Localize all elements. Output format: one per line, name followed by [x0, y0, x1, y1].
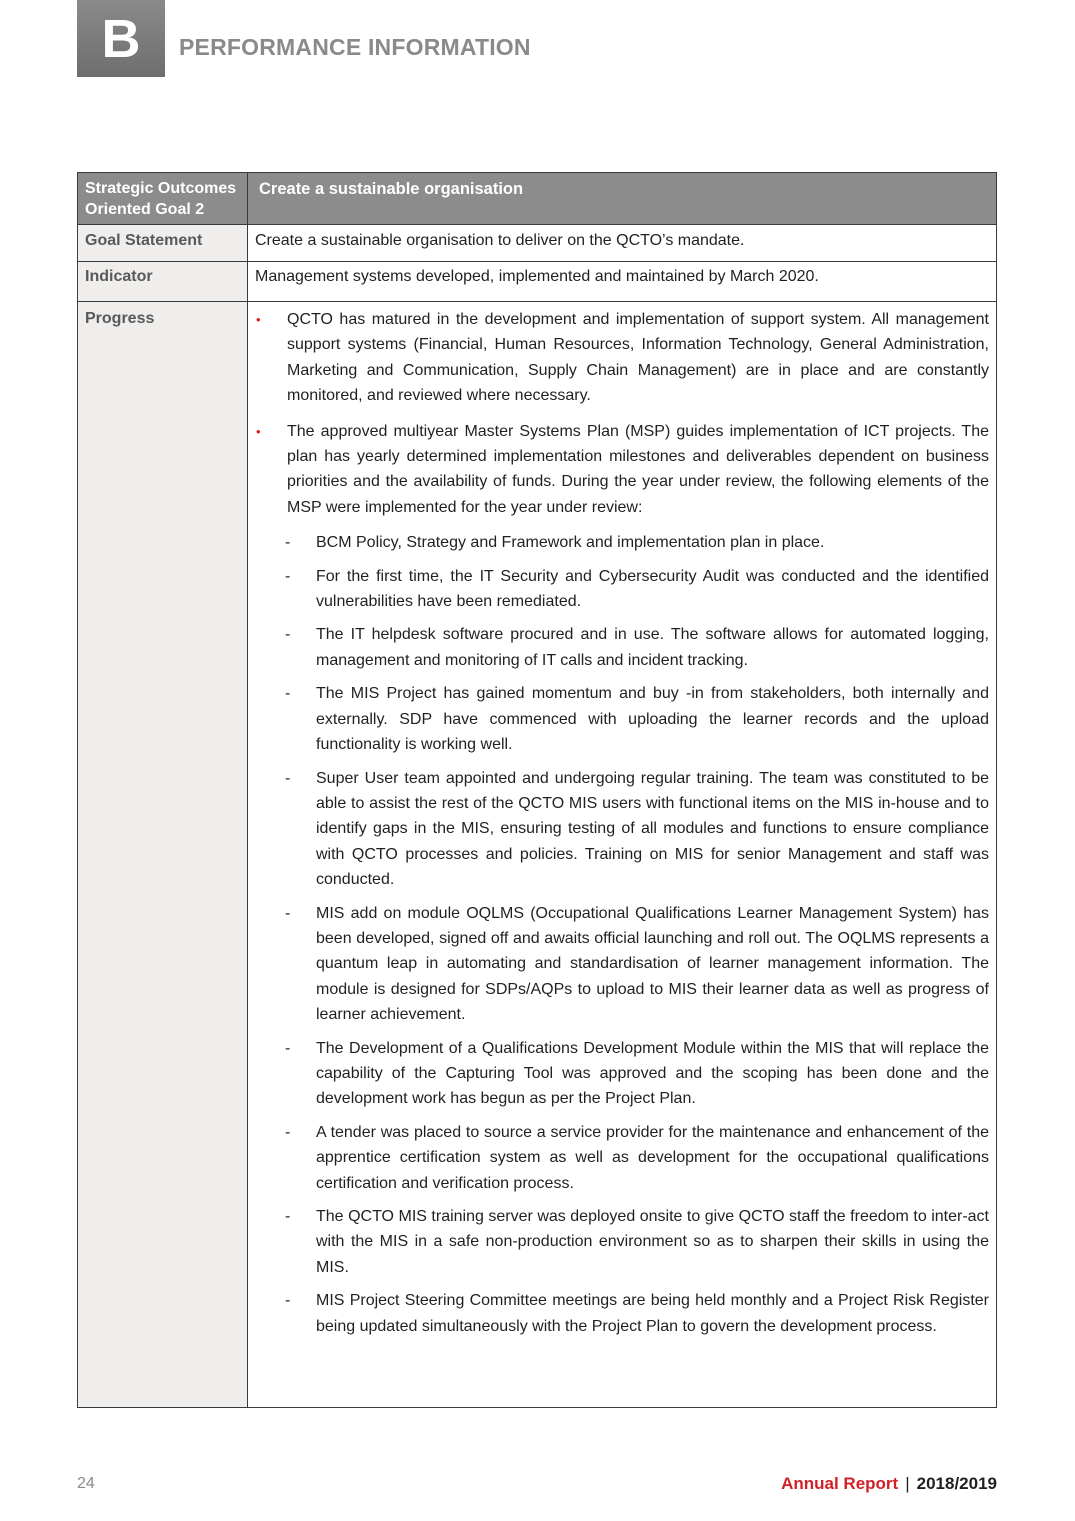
indicator-value: Management systems developed, implemented and maintained by March 2020.	[248, 262, 997, 302]
section-title: PERFORMANCE INFORMATION	[179, 34, 531, 60]
progress-sub-item: - A tender was placed to source a service provider for the maintenance and enhancement of the apprentice certification system as well as development for the occupational qualifications certification and verification process.	[255, 1120, 989, 1196]
footer-report-label	[781, 1474, 997, 1494]
progress-sub-item: - MIS Project Steering Committee meetings are being held monthly and a Project Risk Register being updated simultaneously with the Project Plan to govern the development process.	[255, 1288, 989, 1339]
goal-statement-row	[78, 225, 997, 262]
header-label: Strategic Outcomes Oriented Goal 2	[78, 173, 248, 225]
goal-table	[77, 172, 997, 1408]
progress-sub-item: - For the first time, the IT Security and Cybersecurity Audit was conducted and the identified vulnerabilities have been remediated.	[255, 564, 989, 615]
indicator-row	[78, 262, 997, 302]
indicator-label: Indicator	[78, 262, 248, 302]
goal-statement-label: Goal Statement	[78, 225, 248, 262]
progress-bullet: • The approved multiyear Master Systems Plan (MSP) guides implementation of ICT projects. The plan has yearly determined implementation milestones and deliverables dependent on business priorities and the availability of funds. During the year under review, the following elements of the MSP were implemented for the year under review:	[255, 419, 989, 521]
annual-report-text: Annual Report	[781, 1474, 899, 1493]
report-year: 2018/2019	[916, 1474, 997, 1493]
progress-sub-item: - BCM Policy, Strategy and Framework and implementation plan in place.	[255, 530, 989, 555]
progress-label: Progress	[78, 302, 248, 1408]
progress-content	[248, 302, 997, 1408]
footer-separator: |	[905, 1474, 910, 1493]
progress-sub-item: - The IT helpdesk software procured and in use. The software allows for automated logging, management and monitoring of IT calls and incident tracking.	[255, 622, 989, 673]
table-header-row	[78, 173, 997, 225]
section-letter-badge: B	[77, 0, 165, 77]
progress-bullet: • QCTO has matured in the development and implementation of support system. All management support systems (Financial, Human Resources, Information Technology, General Administration, Marketing and Communication, Supply Chain Management) are in place and are constantly monitored, and reviewed where necessary.	[255, 307, 989, 409]
page-number: 24	[77, 1475, 95, 1492]
progress-sub-item: - MIS add on module OQLMS (Occupational Qualifications Learner Management System) has been developed, signed off and awaits official launching and roll out. The OQLMS represents a quantum leap in automating and standardisation of learner management information. The module is designed for SDPs/AQPs to upload to MIS their learner data as well as progress of learner achievement.	[255, 901, 989, 1028]
progress-row	[78, 302, 997, 1408]
header-value: Create a sustainable organisation	[248, 173, 997, 225]
progress-sub-item: - The MIS Project has gained momentum and buy -in from stakeholders, both internally and externally. SDP have commenced with uploading the learner records and the upload functionality is working well.	[255, 681, 989, 757]
progress-sub-item: - The Development of a Qualifications Development Module within the MIS that will replace the capability of the Capturing Tool was approved and the scoping has been done and the development work has begun as per the Project Plan.	[255, 1036, 989, 1112]
progress-sub-item: - The QCTO MIS training server was deployed onsite to give QCTO staff the freedom to inter-act with the MIS in a safe non-production environment so as to sharpen their skills in using the MIS.	[255, 1204, 989, 1280]
goal-statement-value: Create a sustainable organisation to deliver on the QCTO’s mandate.	[248, 225, 997, 262]
progress-sub-item: - Super User team appointed and undergoing regular training. The team was constituted to be able to assist the rest of the QCTO MIS users with functional items on the MIS in-house and to identify gaps in the MIS, ensuring testing of all modules and functions to ensure compliance with QCTO processes and policies. Training on MIS for senior Management and staff was conducted.	[255, 766, 989, 893]
